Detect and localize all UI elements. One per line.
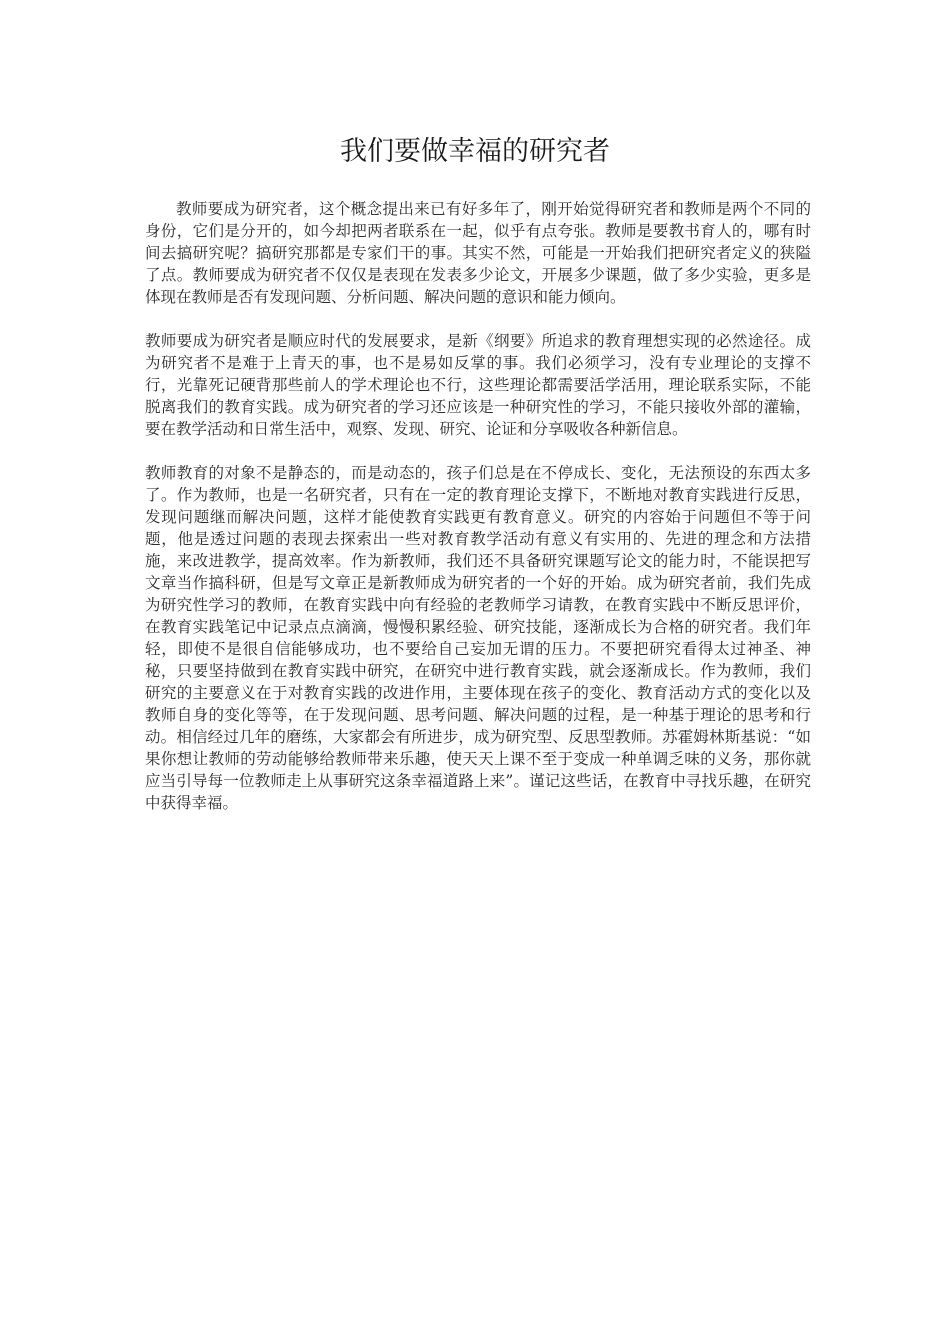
document-body bbox=[145, 198, 811, 836]
paragraph-1: 教师要成为研究者，这个概念提出来已有好多年了，刚开始觉得研究者和教师是两个不同的身份，它们是分开的，如今却把两者联系在一起，似乎有点夸张。教师是要教书育人的，哪有时间去搞研究呢？搞研究那都是专家们干的事。其实不然，可能是一开始我们把研究者定义的狭隘了点。教师要成为研究者不仅仅是表现在发表多少论文，开展多少课题，做了多少实验，更多是体现在教师是否有发现问题、分析问题、解决问题的意识和能力倾向。 bbox=[145, 200, 811, 306]
paragraph-2: 教师要成为研究者是顺应时代的发展要求，是新《纲要》所追求的教育理想实现的必然途径。成为研究者不是难于上青天的事，也不是易如反掌的事。我们必须学习，没有专业理论的支撑不行，光靠死记硬背那些前人的学术理论也不行，这些理论都需要活学活用，理论联系实际，不能脱离我们的教育实践。成为研究者的学习还应该是一种研究性的学习，不能只接收外部的灌输，要在教学活动和日常生活中，观察、发现、研究、论证和分享吸收各种新信息。 bbox=[145, 332, 811, 438]
paragraph-3: 教师教育的对象不是静态的，而是动态的，孩子们总是在不停成长、变化，无法预设的东西太多了。作为教师，也是一名研究者，只有在一定的教育理论支撑下，不断地对教育实践进行反思，发现问题继而解决问题，这样才能使教育实践更有教育意义。研究的内容始于问题但不等于问题，他是透过问题的表现去探索出一些对教育教学活动有意义有实用的、先进的理念和方法措施，来改进教学，提高效率。作为新教师，我们还不具备研究课题写论文的能力时，不能误把写文章当作搞科研，但是写文章正是新教师成为研究者的一个好的开始。成为研究者前，我们先成为研究性学习的教师，在教育实践中向有经验的老教师学习请教，在教育实践中不断反思评价，在教育实践笔记中记录点点滴滴，慢慢积累经验、研究技能，逐渐成长为合格的研究者。我们年轻，即使不是很自信能够成功，也不要给自己妄加无谓的压力。不要把研究看得太过神圣、神秘，只要坚持做到在教育实践中研究，在研究中进行教育实践，就会逐渐成长。作为教师，我们研究的主要意义在于对教育实践的改进作用，主要体现在孩子的变化、教育活动方式的变化以及教师自身的变化等等，在于发现问题、思考问题、解决问题的过程，是一种基于理论的思考和行动。相信经过几年的磨练，大家都会有所进步，成为研究型、反思型教师。苏霍姆林斯基说：“如果你想让教师的劳动能够给教师带来乐趣，使天天上课不至于变成一种单调乏味的义务，那你就应当引导每一位教师走上从事研究这条幸福道路上来”。谨记这些话，在教育中寻找乐趣，在研究中获得幸福。 bbox=[145, 464, 811, 812]
document-title: 我们要做幸福的研究者 bbox=[340, 136, 610, 167]
